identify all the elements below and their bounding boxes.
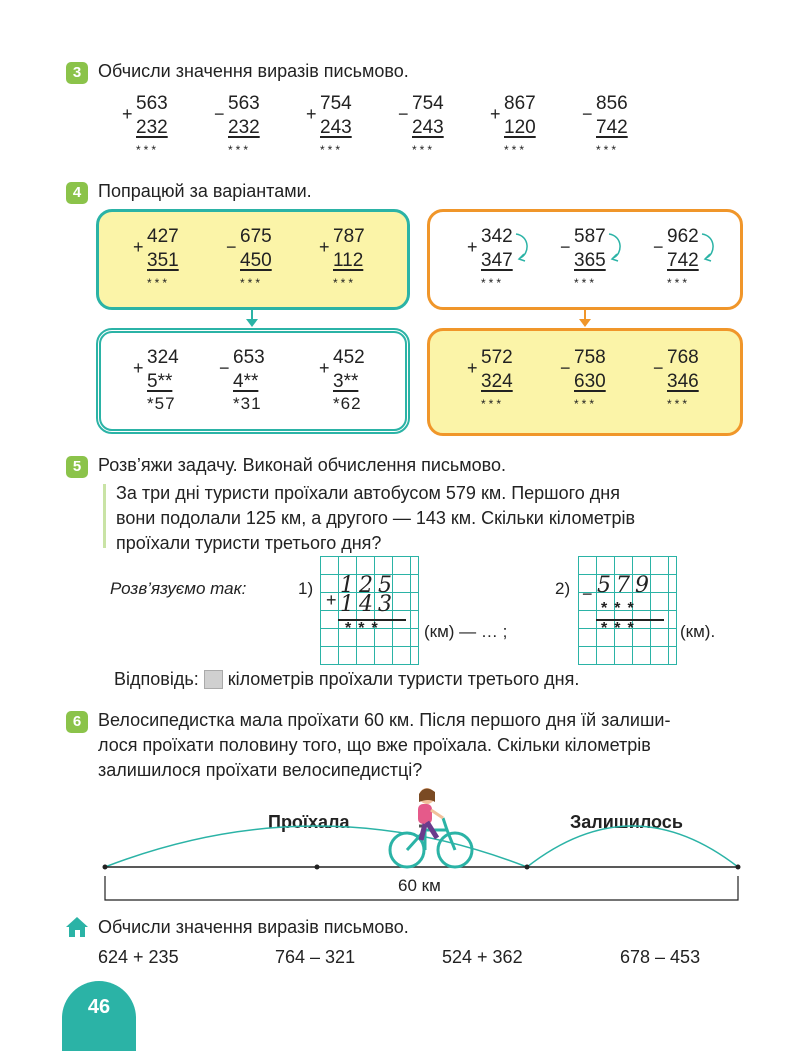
column-expression bbox=[122, 92, 196, 158]
operator: + bbox=[490, 104, 501, 124]
column-expression bbox=[319, 225, 393, 291]
operator: + bbox=[467, 237, 478, 257]
traveled-label: Проїхала bbox=[268, 812, 350, 832]
operand-b: 232 bbox=[136, 117, 168, 138]
operand-a: 324 bbox=[147, 347, 179, 368]
operand-a: 572 bbox=[481, 347, 513, 368]
column-expression bbox=[214, 92, 288, 158]
result: *** bbox=[228, 143, 252, 157]
curved-arrow-icon bbox=[607, 230, 627, 264]
text-line: залишилося проїхати велосипедистці? bbox=[98, 760, 423, 780]
step-2-operand-b: *** bbox=[601, 600, 641, 617]
operand-b: 351 bbox=[147, 250, 179, 271]
operand-a: 452 bbox=[333, 347, 365, 368]
result: *** bbox=[481, 397, 505, 411]
operand-b: 346 bbox=[667, 371, 699, 392]
operand-b: 5** bbox=[147, 371, 173, 392]
result: *** bbox=[574, 397, 598, 411]
operand-b: 742 bbox=[596, 117, 628, 138]
operand-b: 324 bbox=[481, 371, 513, 392]
column-expression bbox=[653, 346, 727, 412]
operand-b: 243 bbox=[320, 117, 352, 138]
result: *** bbox=[320, 143, 344, 157]
column-expression bbox=[467, 346, 541, 412]
operand-a: 856 bbox=[596, 93, 628, 114]
operand-b: 232 bbox=[228, 117, 260, 138]
step-1-result: *** bbox=[345, 620, 385, 637]
column-expression bbox=[133, 346, 207, 413]
result: *** bbox=[240, 276, 264, 290]
operand-a: 754 bbox=[412, 93, 444, 114]
operator: − bbox=[398, 104, 409, 124]
answer-prefix: Відповідь: bbox=[114, 669, 199, 689]
operand-b: 365 bbox=[574, 250, 606, 271]
curved-arrow-icon bbox=[514, 230, 534, 264]
column-expression bbox=[219, 346, 293, 413]
result: *** bbox=[574, 276, 598, 290]
operand-a: 758 bbox=[574, 347, 606, 368]
operand-a: 587 bbox=[574, 226, 606, 247]
quote-bar bbox=[103, 484, 106, 548]
task-5-text bbox=[116, 481, 635, 556]
operand-a: 342 bbox=[481, 226, 513, 247]
operator: − bbox=[219, 358, 230, 378]
homework-title: Обчисли значення виразів письмово. bbox=[98, 917, 409, 937]
answer-suffix: кілометрів проїхали туристи третього дня. bbox=[227, 669, 580, 689]
operator: + bbox=[467, 358, 478, 378]
text-line: проїхали туристи третього дня? bbox=[116, 533, 382, 553]
task-6-text bbox=[98, 708, 670, 783]
task-5-title: Розв’яжи задачу. Виконай обчислення письмово. bbox=[98, 455, 507, 475]
operand-b: 347 bbox=[481, 250, 513, 271]
text-line: Велосипедистка мала проїхати 60 км. Після першого дня їй залиши- bbox=[98, 710, 671, 730]
result: *57 bbox=[147, 394, 176, 413]
result: *31 bbox=[233, 394, 262, 413]
step-1-operand-b: 143 bbox=[340, 592, 397, 617]
step-1-label: 1) bbox=[298, 579, 314, 598]
text-line: За три дні туристи проїхали автобусом 579 км. Першого дня bbox=[116, 483, 620, 503]
operator: + bbox=[319, 358, 330, 378]
arrow-down-icon bbox=[576, 310, 594, 328]
step-1-operator: + bbox=[326, 590, 337, 610]
result: *** bbox=[412, 143, 436, 157]
column-expression bbox=[560, 346, 634, 412]
homework-expression: 678 – 453 bbox=[620, 947, 701, 967]
operand-a: 787 bbox=[333, 226, 365, 247]
operand-b: 243 bbox=[412, 117, 444, 138]
operand-a: 563 bbox=[228, 93, 260, 114]
operand-a: 675 bbox=[240, 226, 272, 247]
operator: − bbox=[226, 237, 237, 257]
solve-label: Розв’язуємо так: bbox=[110, 579, 247, 598]
result: *** bbox=[136, 143, 160, 157]
task-4-number: 4 bbox=[66, 182, 88, 204]
operator: − bbox=[582, 104, 593, 124]
step-1-unit: (км) — … ; bbox=[424, 622, 508, 641]
homework-expression: 524 + 362 bbox=[442, 947, 523, 967]
task-6-number: 6 bbox=[66, 711, 88, 733]
result: *** bbox=[596, 143, 620, 157]
result: *** bbox=[333, 276, 357, 290]
column-expression bbox=[490, 92, 564, 158]
task-3-number: 3 bbox=[66, 62, 88, 84]
remaining-label: Залишилось bbox=[570, 812, 683, 832]
result: *** bbox=[667, 276, 691, 290]
operator: − bbox=[560, 358, 571, 378]
operand-b: 742 bbox=[667, 250, 699, 271]
operand-a: 768 bbox=[667, 347, 699, 368]
operator: + bbox=[306, 104, 317, 124]
homework-expression: 624 + 235 bbox=[98, 947, 179, 967]
operand-b: 112 bbox=[333, 250, 364, 271]
operator: − bbox=[214, 104, 225, 124]
column-expression bbox=[582, 92, 656, 158]
step-1-operand-a: 125 bbox=[340, 573, 397, 598]
task-3-title: Обчисли значення виразів письмово. bbox=[98, 61, 409, 81]
home-icon bbox=[65, 916, 89, 938]
curved-arrow-icon bbox=[700, 230, 720, 264]
operand-a: 754 bbox=[320, 93, 352, 114]
column-expression bbox=[306, 92, 380, 158]
homework-expression: 764 – 321 bbox=[275, 947, 356, 967]
step-2-label: 2) bbox=[555, 579, 571, 598]
operand-b: 450 bbox=[240, 250, 272, 271]
answer-blank-field[interactable] bbox=[204, 670, 223, 689]
column-expression bbox=[319, 346, 393, 413]
result: *** bbox=[481, 276, 505, 290]
operand-a: 653 bbox=[233, 347, 265, 368]
operand-a: 962 bbox=[667, 226, 699, 247]
result: *** bbox=[667, 397, 691, 411]
answer-line bbox=[114, 669, 579, 690]
result: *** bbox=[147, 276, 171, 290]
operand-b: 4** bbox=[233, 371, 259, 392]
operator: + bbox=[122, 104, 133, 124]
result: *** bbox=[504, 143, 528, 157]
column-expression bbox=[398, 92, 472, 158]
operator: + bbox=[319, 237, 330, 257]
step-2-unit: (км). bbox=[680, 622, 716, 641]
operand-b: 3** bbox=[333, 371, 359, 392]
column-expression bbox=[226, 225, 300, 291]
operator: + bbox=[133, 237, 144, 257]
task-5-number: 5 bbox=[66, 456, 88, 478]
text-line: вони подолали 125 км, а другого — 143 км. Скільки кілометрів bbox=[116, 508, 636, 528]
result: *62 bbox=[333, 394, 362, 413]
step-2-operator: − bbox=[582, 584, 593, 604]
operand-a: 563 bbox=[136, 93, 168, 114]
operand-a: 867 bbox=[504, 93, 536, 114]
text-line: лося проїхати половину того, що вже проїхала. Скільки кілометрів bbox=[98, 735, 651, 755]
arrow-down-icon bbox=[243, 310, 261, 328]
operator: − bbox=[653, 358, 664, 378]
operator: − bbox=[653, 237, 664, 257]
page-number: 46 bbox=[87, 996, 111, 1018]
step-2-operand-a: 579 bbox=[597, 573, 654, 598]
operator: − bbox=[560, 237, 571, 257]
operand-b: 120 bbox=[504, 117, 536, 138]
operator: + bbox=[133, 358, 144, 378]
operand-b: 630 bbox=[574, 371, 606, 392]
step-2-result: *** bbox=[601, 620, 641, 637]
operand-a: 427 bbox=[147, 226, 179, 247]
distance-label: 60 км bbox=[398, 876, 441, 895]
task-4-title: Попрацюй за варіантами. bbox=[98, 181, 312, 201]
cyclist-icon bbox=[385, 780, 475, 872]
column-expression bbox=[133, 225, 207, 291]
